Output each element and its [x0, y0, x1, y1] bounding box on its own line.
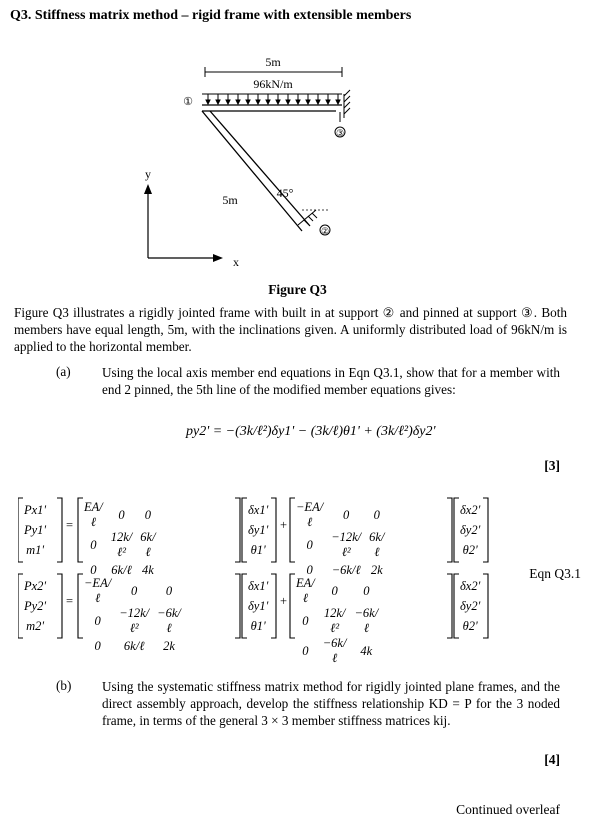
matrix-bracket — [447, 574, 452, 638]
part-a-equation: py2' = −(3k/ℓ²)δy1' − (3k/ℓ)θ1' + (3k/ℓ²)δy2' — [186, 424, 436, 439]
matrix-bracket — [57, 574, 62, 638]
intro-paragraph: Figure Q3 illustrates a rigidly jointed frame with built in at support ② and pinned at support ③. Both members have equal length, 5m, with the inclinations given. A uniformly distributed load of 96kN/m is applied to the horizontal member. — [14, 305, 567, 354]
p1-vector: Px1' Py1' m1' — [24, 502, 47, 557]
eqn-label: Eqn Q3.1 — [529, 566, 581, 581]
k22-matrix: EA/ℓ 0 0 0 12k/ℓ² −6k/ℓ 0 −6k/ℓ 4k — [296, 576, 379, 665]
part-a-label: (a) — [56, 364, 71, 379]
d1-vector: δx1' δy1' θ1' — [248, 502, 269, 557]
node3-label: ③ — [335, 128, 345, 138]
question-title: Q3. Stiffness matrix method – rigid frame with extensible members — [10, 8, 412, 23]
k12-matrix: −EA/ℓ 0 0 0 −12k/ℓ² 6k/ℓ 0 −6k/ℓ 2k — [296, 500, 385, 577]
matrix-bracket — [447, 498, 452, 562]
span-label: 5m — [265, 55, 281, 69]
inclined-member — [202, 111, 302, 231]
k11-matrix: EA/ℓ 0 0 0 12k/ℓ² 6k/ℓ 0 6k/ℓ 4k — [84, 500, 156, 577]
part-a-marks: [3] — [544, 458, 560, 473]
member-length-label: 5m — [222, 193, 238, 207]
d1-vector-b: δx1' δy1' θ1' — [248, 578, 269, 633]
load-label: 96kN/m — [253, 77, 293, 91]
figure-caption: Figure Q3 — [268, 282, 327, 297]
matrix-bracket — [235, 498, 240, 562]
node1-label: ① — [183, 96, 193, 108]
continued-overleaf: Continued overleaf — [456, 802, 560, 817]
y-axis-arrow-icon — [144, 184, 152, 194]
matrix-bracket — [57, 498, 62, 562]
angle-label: 45° — [276, 186, 294, 200]
d2-vector-b: δx2' δy2' θ2' — [460, 578, 481, 633]
y-axis-label: y — [145, 167, 151, 181]
p2-vector: Px2' Py2' m2' — [24, 578, 47, 633]
part-a-text: Using the local axis member end equations in Eqn Q3.1, show that for a member with end 2 pinned, the 5th line of the modified member equations gives: — [102, 365, 560, 397]
d2-vector: δx2' δy2' θ2' — [460, 502, 481, 557]
x-axis-arrow-icon — [213, 254, 223, 262]
frame-figure — [130, 50, 370, 275]
node2-label: ② — [320, 226, 330, 236]
part-b-label: (b) — [56, 678, 72, 693]
matrix-bracket — [235, 574, 240, 638]
roller-support-icon — [340, 90, 350, 122]
udl-arrows — [202, 94, 342, 104]
k21-matrix: −EA/ℓ 0 0 0 −12k/ℓ² −6k/ℓ 0 6k/ℓ 2k — [84, 576, 181, 653]
part-b-marks: [4] — [544, 752, 560, 767]
part-b-text: Using the systematic stiffness matrix method for rigidly jointed plane frames, and the direct assembly approach, develop the stiffness relationship KD = P for the 3 noded frame, in terms of the general 3 × 3 member stiffness matrices kij. — [102, 679, 560, 728]
x-axis-label: x — [233, 255, 239, 269]
